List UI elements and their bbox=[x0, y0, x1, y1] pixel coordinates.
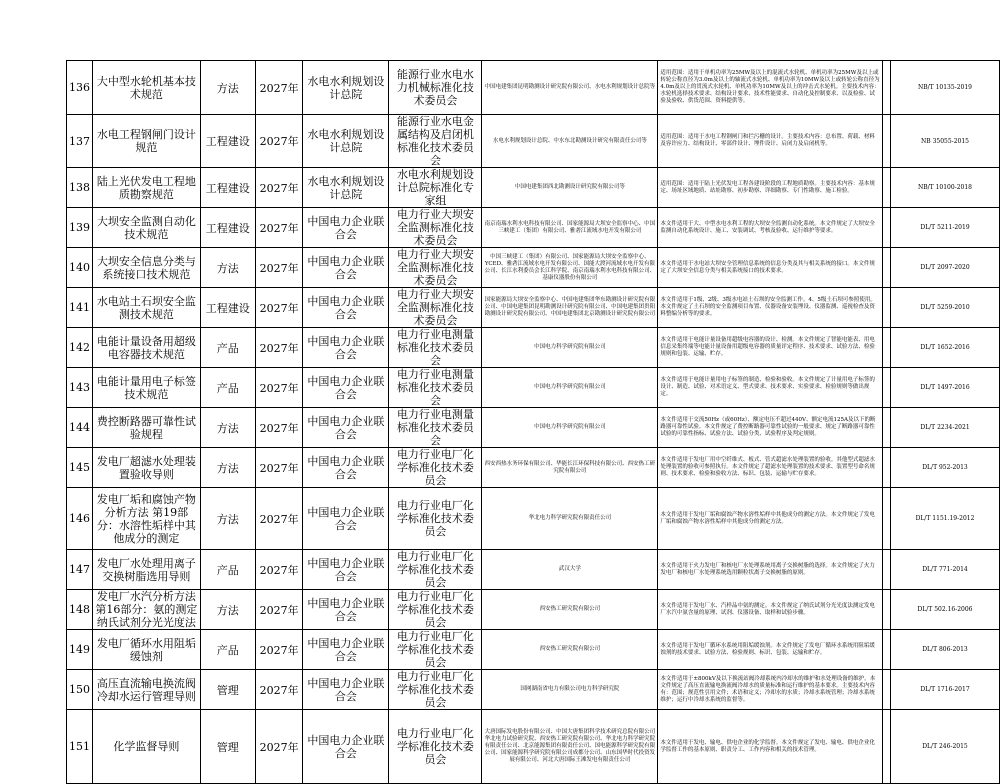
standard-name: 化学监督导则 bbox=[93, 710, 201, 784]
standard-code: DL/T 1716-2017 bbox=[891, 670, 1000, 710]
technical-committee: 电力行业电厂化学标准化技术委员会 bbox=[389, 670, 482, 710]
standard-type: 产品 bbox=[200, 328, 255, 368]
completion-year: 2027年 bbox=[255, 115, 303, 168]
drafting-units: 西安西热水务环保有限公司、华能长江环保科技有限公司、西安热工研究院有限公司 bbox=[482, 448, 658, 488]
standard-code: DL/T 1497-2016 bbox=[891, 368, 1000, 408]
completion-year: 2027年 bbox=[255, 368, 303, 408]
drafting-units: 中国电力科学研究院有限公司 bbox=[482, 368, 658, 408]
table-row bbox=[67, 408, 1000, 448]
responsible-organization: 中国电力企业联合会 bbox=[303, 248, 389, 288]
row-number: 149 bbox=[67, 630, 93, 670]
responsible-organization: 中国电力企业联合会 bbox=[303, 208, 389, 248]
standard-type: 方法 bbox=[200, 590, 255, 630]
standard-code: DL/T 2234-2021 bbox=[891, 408, 1000, 448]
standard-code: DL/T 1151.19-2012 bbox=[891, 488, 1000, 550]
row-number: 146 bbox=[67, 488, 93, 550]
standard-name: 电能计量用电子标签技术规范 bbox=[93, 368, 201, 408]
row-number: 147 bbox=[67, 550, 93, 590]
table-row bbox=[67, 710, 1000, 784]
responsible-organization: 中国电力企业联合会 bbox=[303, 408, 389, 448]
standard-type: 工程建设 bbox=[200, 288, 255, 328]
technical-committee: 能源行业水电金属结构及启闭机标准化技术委员会 bbox=[389, 115, 482, 168]
responsible-organization: 中国电力企业联合会 bbox=[303, 590, 389, 630]
scope-and-content: 本文件适用于±800kV及以下换流站阀冷却系统内冷却水的维护和水处理设备的维护。本文件规定了高压直流输电换流阀冷却水的质量标准和运行维护的基本要求。主要技术内容有：范围；规范性引用文件；术语和定义；冷却水的水质；冷却水系统管理；冷却水系统维护；运行中冷却水系统的监督等。 bbox=[658, 670, 883, 710]
standard-name: 费控断路器可靠性试验规程 bbox=[93, 408, 201, 448]
standards-table-sheet bbox=[66, 60, 1000, 784]
standard-name: 大中型水轮机基本技术规范 bbox=[93, 61, 201, 115]
empty-cell bbox=[883, 448, 891, 488]
row-number: 142 bbox=[67, 328, 93, 368]
scope-and-content: 适用范围：适用于陆上光伏发电工程各建设阶段的工程地质勘察。主要技术内容：基本规定、场址区域地质、站址勘察、初步勘察、详细勘察、专门性勘察、施工检验。 bbox=[658, 168, 883, 208]
responsible-organization: 水电水利规划设计总院 bbox=[303, 115, 389, 168]
technical-committee: 水电水利规划设计总院标准化专家组 bbox=[389, 168, 482, 208]
standard-name: 大坝安全信息分类与系统接口技术规范 bbox=[93, 248, 201, 288]
standard-code: DL/T 952-2013 bbox=[891, 448, 1000, 488]
scope-and-content: 本文件适用于大、中型水电水利工程的大坝安全监测自动化系统。本文件规定了大坝安全监测自动化系统设计、施工、安装调试、考核及验收、运行维护等要求。 bbox=[658, 208, 883, 248]
scope-and-content: 本文件适用于发电厂水、汽样品中氨的测定。本文件规定了纳氏试剂分光光度法测定发电厂水汽中氨含量的原理、试剂、仪器设备、取样和试验步骤。 bbox=[658, 590, 883, 630]
standard-code: NB 35055-2015 bbox=[891, 115, 1000, 168]
standard-type: 方法 bbox=[200, 488, 255, 550]
standard-code: DL/T 5259-2010 bbox=[891, 288, 1000, 328]
empty-cell bbox=[883, 488, 891, 550]
table-row bbox=[67, 288, 1000, 328]
scope-and-content: 本文件适用于发电厂用中空纤维式、板式、管式超滤水处理装置的验收。其他型式超滤水处理装置的验收可参照执行。本文件规定了超滤水处理装置的技术要求、装置型号命名规则、技术要求、检验和验收方法、标识、包装、运输与贮存要求。 bbox=[658, 448, 883, 488]
scope-and-content: 本文件适用于电能计量用电子标签的制造、检验和验收。本文件规定了计量用电子标签的设计、制造、试验、对术语定义、型式要求、技术要求、实验要求、检验规则等做出规定。 bbox=[658, 368, 883, 408]
technical-committee: 电力行业电厂化学标准化技术委员会 bbox=[389, 710, 482, 784]
drafting-units: 华北电力科学研究院有限责任公司 bbox=[482, 488, 658, 550]
scope-and-content: 本文件适用于发电、输电、供电企业的化学监督。本文件规定了发电、输电、供电企业化学监督工作的基本原则、职责分工、工作内容和相关的技术管理。 bbox=[658, 710, 883, 784]
standard-name: 水电工程钢闸门设计规范 bbox=[93, 115, 201, 168]
completion-year: 2027年 bbox=[255, 248, 303, 288]
standard-name: 高压直流输电换流阀冷却水运行管理导则 bbox=[93, 670, 201, 710]
technical-committee: 电力行业电测量标准化技术委员会 bbox=[389, 328, 482, 368]
scope-and-content: 适用范围：适用于水电工程钢闸门和拦污栅的设计。主要技术内容：总布置、荷载、材料及容许应力、结构设计、零部件设计、埋件设计、启闭力及启闭机等。 bbox=[658, 115, 883, 168]
responsible-organization: 中国电力企业联合会 bbox=[303, 710, 389, 784]
empty-cell bbox=[883, 408, 891, 448]
table-row bbox=[67, 550, 1000, 590]
standard-type: 产品 bbox=[200, 630, 255, 670]
empty-cell bbox=[883, 115, 891, 168]
technical-committee: 电力行业电厂化学标准化技术委员会 bbox=[389, 630, 482, 670]
standard-code: DL/T 246-2015 bbox=[891, 710, 1000, 784]
scope-and-content: 本文件适用于电能计量设备用超级电容器的设计、检测。本文件规定了智能电能表、用电信息采集终端等电能计量设备用超级电容器的质量评定程序、技术要求、试验方法、检验规则和包装、运输、贮存。 bbox=[658, 328, 883, 368]
standard-type: 工程建设 bbox=[200, 115, 255, 168]
standard-code: DL/T 2097-2020 bbox=[891, 248, 1000, 288]
drafting-units: 国家能源局大坝安全监察中心、中国电建集团华东勘测设计研究院有限公司、中国电建集团昆明勘测设计研究院有限公司、中国电建集团贵阳勘测设计研究院有限公司、中国电建集团北京勘测设计研究院有限公司 bbox=[482, 288, 658, 328]
responsible-organization: 中国电力企业联合会 bbox=[303, 328, 389, 368]
technical-committee: 电力行业大坝安全监测标准化技术委员会 bbox=[389, 208, 482, 248]
table-row bbox=[67, 61, 1000, 115]
technical-committee: 电力行业电厂化学标准化技术委员会 bbox=[389, 550, 482, 590]
standard-type: 产品 bbox=[200, 368, 255, 408]
standard-name: 水电站土石坝安全监测技术规范 bbox=[93, 288, 201, 328]
table-row bbox=[67, 115, 1000, 168]
empty-cell bbox=[883, 368, 891, 408]
table-row bbox=[67, 488, 1000, 550]
table-row bbox=[67, 590, 1000, 630]
technical-committee: 电力行业电测量标准化技术委员会 bbox=[389, 408, 482, 448]
completion-year: 2027年 bbox=[255, 168, 303, 208]
responsible-organization: 水电水利规划设计总院 bbox=[303, 168, 389, 208]
row-number: 136 bbox=[67, 61, 93, 115]
empty-cell bbox=[883, 630, 891, 670]
scope-and-content: 适用范围：适用于单机功率为25MW及以上的混流式水轮机、单机功率为25MW及以上或转轮公称直径为3.0m及以上的轴流式水轮机、单机功率为10MW及以上或转轮公称直径为4.0m及以上的贯流式水轮机、单机功率为10MW及以上的冲击式水轮机。主要技术内容：水轮机选择技术要求、结构设计要求、技术性能要求、自动化及控制要求、以及检验、试验及验收、供货范围、资料提供等。 bbox=[658, 61, 883, 115]
standards-table bbox=[66, 60, 1000, 784]
standard-code: DL/T 1652-2016 bbox=[891, 328, 1000, 368]
drafting-units: 大唐国际发电股份有限公司、中国大唐集团科学技术研究总院有限公司华北电力试验研究院、西安热工研究院有限公司、华北电力科学研究院有限责任公司、北京能源集团有限责任公司、国电能源科学研究院有限公司、国家能源科学研究院有限公司成都分公司、山东国华时代投资发展有限公司、河北大唐国际王滩发电有限责任公司 bbox=[482, 710, 658, 784]
technical-committee: 电力行业电测量标准化技术委员会 bbox=[389, 368, 482, 408]
drafting-units: 西安热工研究院有限公司 bbox=[482, 630, 658, 670]
standard-name: 发电厂水处理用离子交换树脂选用导则 bbox=[93, 550, 201, 590]
completion-year: 2027年 bbox=[255, 408, 303, 448]
standard-name: 发电厂超滤水处理装置验收导则 bbox=[93, 448, 201, 488]
standard-code: DL/T 806-2013 bbox=[891, 630, 1000, 670]
empty-cell bbox=[883, 710, 891, 784]
scope-and-content: 本文件适用于发电厂垢和腐蚀产物水溶性垢样中其他成分的测定方法。本文件规定了发电厂垢和腐蚀产物水溶性垢样中其他成分的测定方法。 bbox=[658, 488, 883, 550]
responsible-organization: 中国电力企业联合会 bbox=[303, 368, 389, 408]
table-row bbox=[67, 368, 1000, 408]
completion-year: 2027年 bbox=[255, 630, 303, 670]
technical-committee: 电力行业大坝安全监测标准化技术委员会 bbox=[389, 248, 482, 288]
empty-cell bbox=[883, 168, 891, 208]
scope-and-content: 本文件适用于水电站大坝安全管理信息系统的信息分类及其与相关系统的接口。本文件规定了大坝安全信息分类与相关系统接口的技术要求。 bbox=[658, 248, 883, 288]
empty-cell bbox=[883, 550, 891, 590]
technical-committee: 电力行业电厂化学标准化技术委员会 bbox=[389, 590, 482, 630]
standard-name: 发电厂垢和腐蚀产物分析方法 第19部分：水溶性垢样中其他成分的测定 bbox=[93, 488, 201, 550]
completion-year: 2027年 bbox=[255, 550, 303, 590]
scope-and-content: 本文件适用于1级、2级、3级水电站土石坝的安全监测工作。4、5级土石坝可参照使用。本文件规定了土石坝的安全监测项目布置、仪器设备安装埋设、仪器监测、巡视检查及资料整编分析等的要求。 bbox=[658, 288, 883, 328]
technical-committee: 电力行业大坝安全监测标准化技术委员会 bbox=[389, 288, 482, 328]
row-number: 138 bbox=[67, 168, 93, 208]
completion-year: 2027年 bbox=[255, 710, 303, 784]
standards-table-body bbox=[67, 61, 1000, 784]
table-row bbox=[67, 448, 1000, 488]
empty-cell bbox=[883, 61, 891, 115]
standard-name: 发电厂循环水用阻垢缓蚀剂 bbox=[93, 630, 201, 670]
standard-code: DL/T 502.16-2006 bbox=[891, 590, 1000, 630]
row-number: 145 bbox=[67, 448, 93, 488]
standard-type: 产品 bbox=[200, 550, 255, 590]
technical-committee: 电力行业电厂化学标准化技术委员会 bbox=[389, 448, 482, 488]
completion-year: 2027年 bbox=[255, 488, 303, 550]
standard-type: 管理 bbox=[200, 670, 255, 710]
completion-year: 2027年 bbox=[255, 328, 303, 368]
row-number: 139 bbox=[67, 208, 93, 248]
row-number: 141 bbox=[67, 288, 93, 328]
drafting-units: 西安热工研究院有限公司 bbox=[482, 590, 658, 630]
standard-type: 管理 bbox=[200, 710, 255, 784]
drafting-units: 中国电建集团昆明勘测设计研究院有限公司、水电水利规划设计总院等 bbox=[482, 61, 658, 115]
standard-code: DL/T 771-2014 bbox=[891, 550, 1000, 590]
technical-committee: 电力行业电厂化学标准化技术委员会 bbox=[389, 488, 482, 550]
table-row bbox=[67, 168, 1000, 208]
standard-code: NB/T 10100-2018 bbox=[891, 168, 1000, 208]
table-row bbox=[67, 670, 1000, 710]
responsible-organization: 中国电力企业联合会 bbox=[303, 288, 389, 328]
standard-name: 陆上光伏发电工程地质勘察规范 bbox=[93, 168, 201, 208]
scope-and-content: 本文件适用于火力发电厂和核电厂水处理系统用离子交换树脂的选择。本文件规定了火力发电厂和核电厂水处理系统选用颗粒状离子交换树脂的原则。 bbox=[658, 550, 883, 590]
completion-year: 2027年 bbox=[255, 670, 303, 710]
table-row bbox=[67, 630, 1000, 670]
standard-type: 工程建设 bbox=[200, 208, 255, 248]
row-number: 137 bbox=[67, 115, 93, 168]
row-number: 151 bbox=[67, 710, 93, 784]
drafting-units: 南京南瑞水利水电科技有限公司、国家能源局大坝安全监察中心、中国三峡建工（集团）有限公司、雅砻江流域水电开发有限公司 bbox=[482, 208, 658, 248]
completion-year: 2027年 bbox=[255, 590, 303, 630]
table-row bbox=[67, 328, 1000, 368]
row-number: 150 bbox=[67, 670, 93, 710]
row-number: 148 bbox=[67, 590, 93, 630]
empty-cell bbox=[883, 208, 891, 248]
responsible-organization: 中国电力企业联合会 bbox=[303, 550, 389, 590]
drafting-units: 水电水利规划设计总院、中水东北勘测设计研究有限责任公司等 bbox=[482, 115, 658, 168]
standard-type: 方法 bbox=[200, 248, 255, 288]
standard-name: 电能计量设备用超级电容器技术规范 bbox=[93, 328, 201, 368]
completion-year: 2027年 bbox=[255, 61, 303, 115]
standard-code: NB/T 10135-2019 bbox=[891, 61, 1000, 115]
standard-code: DL/T 5211-2019 bbox=[891, 208, 1000, 248]
table-row bbox=[67, 208, 1000, 248]
drafting-units: 中国三峡建工（集团）有限公司、国家能源局大坝安全监察中心、YCED、雅砻江流域水电开发有限公司、国能大渡河流域水电开发有限公司、长江水利委员会长江科学院、南京南瑞水利水电科技有限公司、基康仪器股份有限公司 bbox=[482, 248, 658, 288]
drafting-units: 中国电力科学研究院有限公司 bbox=[482, 328, 658, 368]
row-number: 143 bbox=[67, 368, 93, 408]
responsible-organization: 中国电力企业联合会 bbox=[303, 630, 389, 670]
table-row bbox=[67, 248, 1000, 288]
row-number: 144 bbox=[67, 408, 93, 448]
standard-type: 工程建设 bbox=[200, 168, 255, 208]
standard-type: 方法 bbox=[200, 408, 255, 448]
responsible-organization: 中国电力企业联合会 bbox=[303, 488, 389, 550]
standard-name: 发电厂水汽分析方法 第16部分：氨的测定 纳氏试剂分光光度法 bbox=[93, 590, 201, 630]
scope-and-content: 本文件适用于发电厂循环水系统用阻垢缓蚀剂。本文件规定了发电厂循环水系统用阻垢缓蚀剂的技术要求、试验方法、检验规则、标识、包装、运输和贮存。 bbox=[658, 630, 883, 670]
drafting-units: 武汉大学 bbox=[482, 550, 658, 590]
standard-type: 方法 bbox=[200, 448, 255, 488]
drafting-units: 中国电力科学研究院有限公司 bbox=[482, 408, 658, 448]
technical-committee: 能源行业水电水力机械标准化技术委员会 bbox=[389, 61, 482, 115]
completion-year: 2027年 bbox=[255, 208, 303, 248]
completion-year: 2027年 bbox=[255, 288, 303, 328]
responsible-organization: 中国电力企业联合会 bbox=[303, 448, 389, 488]
scope-and-content: 本文件适用于交流50Hz（或60Hz）、额定电压不超过440V、额定电流125A及以下的断路器可靠性试验。本文件规定了费控断路器可靠性试验的一般要求、规定了断路器可靠性试验的可靠性指标、试验方法、试验分类、试验程序及判定规则。 bbox=[658, 408, 883, 448]
empty-cell bbox=[883, 248, 891, 288]
drafting-units: 中国电建集团西北勘测设计研究院有限公司等 bbox=[482, 168, 658, 208]
drafting-units: 国网湖南省电力有限公司电力科学研究院 bbox=[482, 670, 658, 710]
standard-name: 大坝安全监测自动化技术规范 bbox=[93, 208, 201, 248]
empty-cell bbox=[883, 670, 891, 710]
empty-cell bbox=[883, 590, 891, 630]
empty-cell bbox=[883, 328, 891, 368]
responsible-organization: 中国电力企业联合会 bbox=[303, 670, 389, 710]
row-number: 140 bbox=[67, 248, 93, 288]
completion-year: 2027年 bbox=[255, 448, 303, 488]
responsible-organization: 水电水利规划设计总院 bbox=[303, 61, 389, 115]
standard-type: 方法 bbox=[200, 61, 255, 115]
empty-cell bbox=[883, 288, 891, 328]
